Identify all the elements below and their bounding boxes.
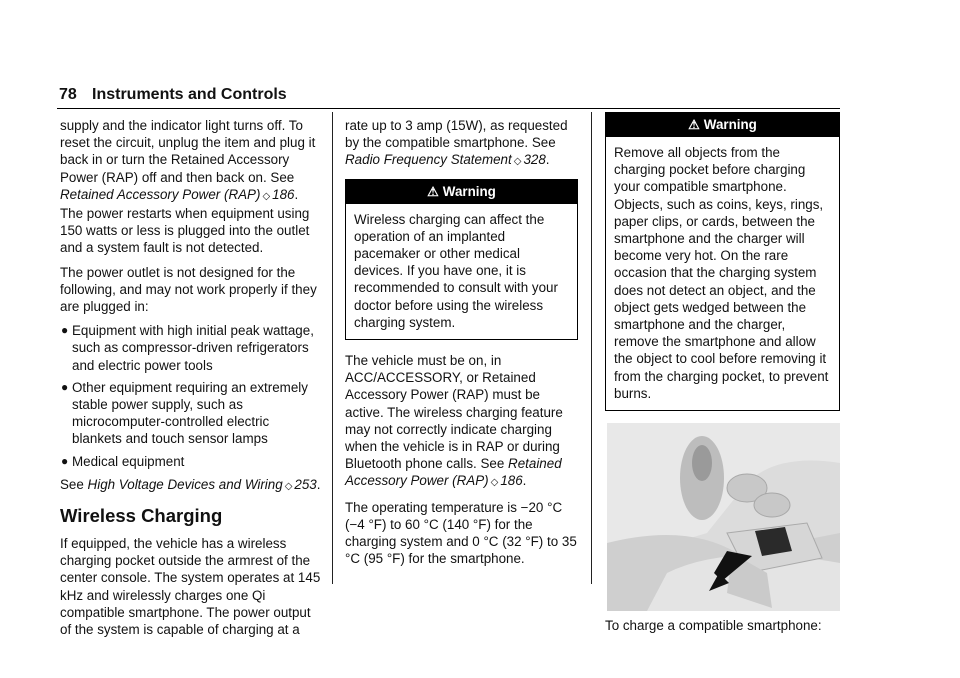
page-ref-icon: ◇	[284, 480, 293, 492]
paragraph: The vehicle must be on, in ACC/ACCESSORY, or Retained Accessory Power (RAP) must be active. The wireless charging feature may not correctly indicate charging when the vehicle is in RAP or during Bluetooth phone calls. See Retained Accessory Power (RAP) ◇ 186.	[345, 353, 563, 489]
warning-header: ⚠ Warning	[346, 180, 577, 204]
paragraph: rate up to 3 amp (15W), as requested by the compatible smartphone. See Radio Frequency Statement ◇ 328.	[345, 118, 568, 168]
warning-icon: ⚠	[688, 117, 700, 132]
warning-text: Remove all objects from the charging pocket before charging your compatible smartphone. Objects, such as coins, keys, rings, paper clips, or cards, between the smartphone and the charger will become very hot. On the rare occasion that the charging system does not detect an object, and the object gets wedged between the smartphone and the charger, remove the smartphone and allow the object to cool before removing it from the charging pocket, to prevent burns.	[614, 145, 829, 401]
warning-header: ⚠ Warning	[606, 113, 839, 137]
paragraph: supply and the indicator light turns off. To reset the circuit, unplug the item and plug it back in or turn the Retained Accessory Power (RAP) off and then back on. See Retained Accessory Power (RAP) ◇ 186. The power restarts when equipment using 150 watts or less is plugged into the outlet and a system fault is not detected.	[60, 118, 316, 256]
list-item: ● Other equipment requiring an extremely stable power supply, such as microcomputer-controlled electric blankets and touch sensor lamps	[61, 379, 308, 447]
column-1	[60, 117, 322, 645]
warning-box	[605, 112, 840, 411]
paragraph: See High Voltage Devices and Wiring ◇ 253.	[60, 476, 321, 492]
bullet-icon: ●	[61, 453, 69, 468]
bullet-icon: ●	[61, 379, 69, 394]
list-item: ● Equipment with high initial peak wattage, such as compressor-driven refrigerators and electric power tools	[61, 323, 314, 373]
column-divider	[591, 112, 592, 584]
bullet-list	[60, 322, 322, 470]
page-header	[57, 86, 840, 109]
page-ref-icon: ◇	[490, 477, 499, 489]
page-ref-number[interactable]: 253	[294, 476, 317, 492]
page-ref-number[interactable]: 186	[500, 473, 523, 489]
paragraph: The operating temperature is −20 °C (−4 °F) to 60 °C (140 °F) for the charging system and 0 °C (32 °F) to 35 °C (95 °F) for the smartphone.	[345, 499, 577, 567]
column-3	[605, 112, 840, 641]
section-heading: Wireless Charging	[60, 505, 223, 527]
page-number: 78	[59, 86, 77, 103]
cross-reference-link[interactable]: High Voltage Devices and Wiring	[87, 476, 283, 492]
warning-icon: ⚠	[427, 183, 439, 199]
list-item: ● Medical equipment	[61, 453, 185, 469]
section-title: Instruments and Controls	[92, 86, 287, 103]
center-console-photo	[607, 423, 840, 611]
cross-reference-link[interactable]: Radio Frequency Statement	[345, 152, 512, 168]
page-ref-number[interactable]: 186	[272, 186, 295, 202]
warning-box	[345, 179, 578, 340]
page-ref-icon: ◇	[513, 156, 522, 168]
paragraph: The power outlet is not designed for the following, and may not work properly if they are plugged in:	[60, 264, 317, 315]
column-2	[345, 117, 578, 574]
cross-reference-link[interactable]: Retained Accessory Power (RAP)	[345, 456, 562, 489]
photo-caption: To charge a compatible smartphone:	[605, 618, 822, 634]
cross-reference-link[interactable]: Retained Accessory Power (RAP)	[60, 186, 261, 202]
paragraph: If equipped, the vehicle has a wireless charging pocket outside the armrest of the center console. The system operates at 145 kHz and wirelessly charges one Qi compatible smartphone. The power output of the system is capable of charging at a	[60, 536, 321, 638]
bullet-icon: ●	[61, 323, 69, 338]
warning-text: Wireless charging can affect the operation of an implanted pacemaker or other medical devices. If you have one, it is recommended to consult with your doctor before using the wireless charging system.	[354, 211, 558, 330]
column-divider	[332, 112, 333, 584]
page-ref-number[interactable]: 328	[523, 152, 546, 168]
page-ref-icon: ◇	[262, 190, 271, 202]
